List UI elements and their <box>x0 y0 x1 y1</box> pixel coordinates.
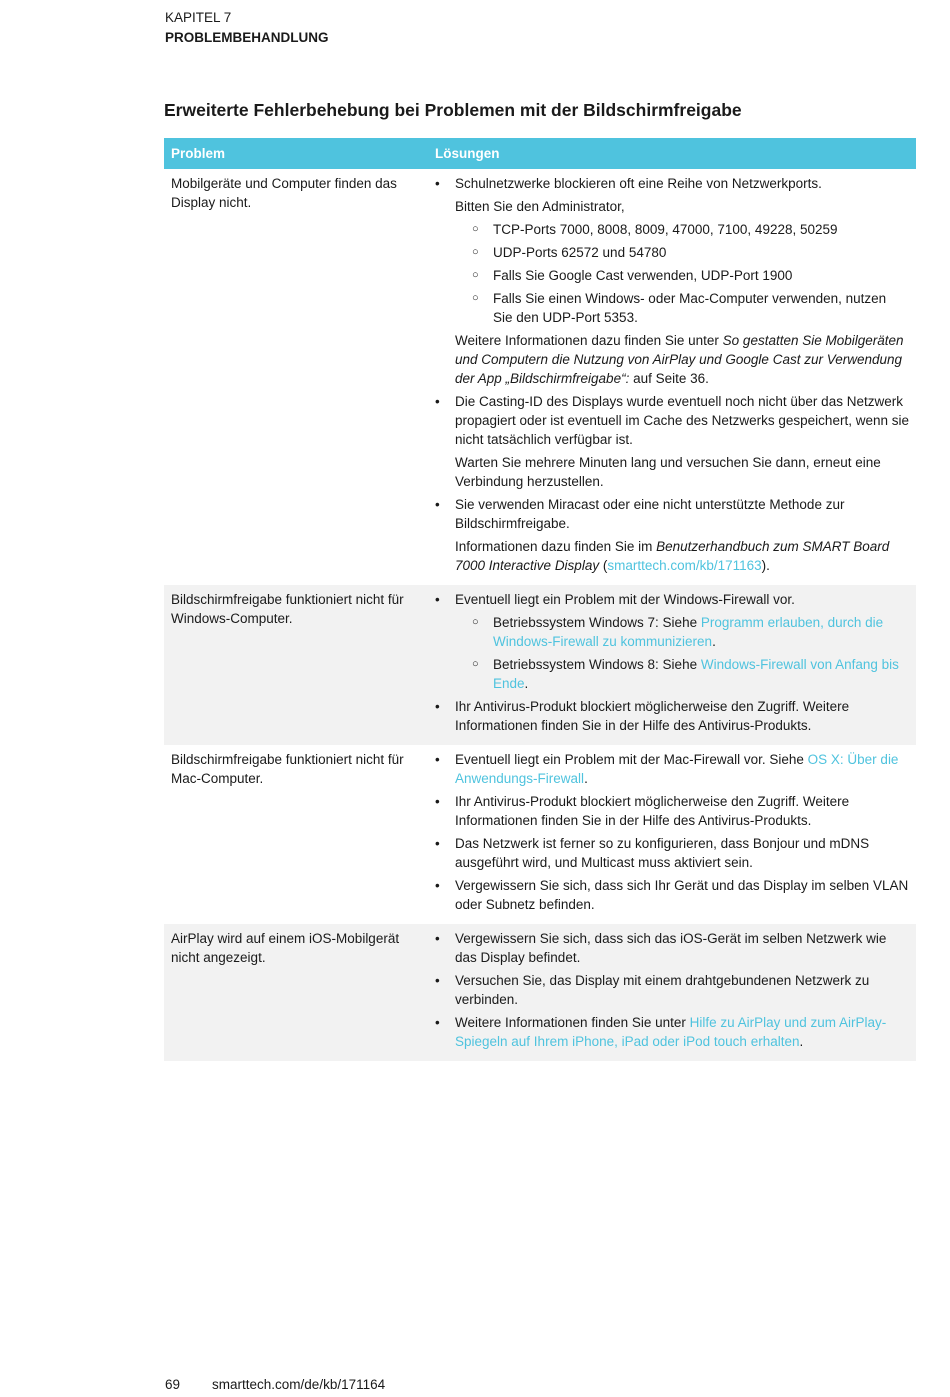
manual-title: Benutzerhandbuch zum SMART Board 7000 Interactive Display <box>455 539 890 573</box>
solution-item: • Eventuell liegt ein Problem mit der Mac-Firewall vor. Siehe OS X: Über die Anwendungs-Firewall. <box>455 750 909 788</box>
sub-item: ○ Falls Sie Google Cast verwenden, UDP-Port 1900 <box>493 266 909 285</box>
windows7-firewall-link[interactable]: Programm erlauben, durch die Windows-Firewall zu kommunizieren <box>493 615 884 649</box>
solution-item: • Vergewissern Sie sich, dass sich Ihr Gerät und das Display im selben VLAN oder Subnetz befinden. <box>455 876 909 914</box>
solution-item: • Ihr Antivirus-Produkt blockiert möglicherweise den Zugriff. Weitere Informationen finden Sie in der Hilfe des Antivirus-Produkts. <box>455 792 909 830</box>
solution-list <box>435 590 909 735</box>
solution-note: Warten Sie mehrere Minuten lang und versuchen Sie dann, erneut eine Verbindung herzustellen. <box>455 455 881 489</box>
sub-item: ○ UDP-Ports 62572 und 54780 <box>493 243 909 262</box>
mac-firewall-link[interactable]: OS X: Über die Anwendungs-Firewall <box>455 752 899 786</box>
table-row <box>164 745 916 924</box>
airplay-help-link[interactable]: Hilfe zu AirPlay und zum AirPlay-Spiegeln auf Ihrem iPhone, iPad oder iPod touch erhalten <box>455 1015 887 1049</box>
sub-item: ○ Falls Sie einen Windows- oder Mac-Computer verwenden, nutzen Sie den UDP-Port 5353. <box>493 289 909 327</box>
sub-list <box>455 220 909 327</box>
cross-reference[interactable]: So gestatten Sie Mobilgeräten und Computern die Nutzung von AirPlay und Google Cast zur Verwendung der App „Bildschirmfreigabe“: <box>455 333 904 386</box>
solution-item: • Die Casting-ID des Displays wurde eventuell noch nicht über das Netzwerk propagiert oder ist eventuell im Cache des Netzwerks gespeichert, wenn sie nicht tatsächlich verfügbar ist. Warten Sie mehrere Minuten lang und versuchen Sie dann, erneut eine Verbindung herzustellen. <box>455 392 909 491</box>
column-header-problem: Problem <box>164 138 428 169</box>
solution-item: • Weitere Informationen finden Sie unter Hilfe zu AirPlay und zum AirPlay-Spiegeln auf Ihrem iPhone, iPad oder iPod touch erhalten. <box>455 1013 909 1051</box>
solution-note: Weitere Informationen dazu finden Sie unter So gestatten Sie Mobilgeräten und Computern die Nutzung von AirPlay und Google Cast zur Verwendung der App „Bildschirmfreigabe“: auf Seite 36. <box>455 333 904 386</box>
solution-item: • Schulnetzwerke blockieren oft eine Reihe von Netzwerkports. Bitten Sie den Administrator, ○ TCP-Ports 7000, 8008, 8009, 47000, 7100, 49228, 50259 ○ UDP-Ports 62572 und 54780 ○ Falls Sie Google Cast verwenden, UDP-Port 1900 ○ Falls Sie einen Windows- oder Mac-Computer verwenden, nutzen Sie den UDP-Port 5353. Weitere Informationen dazu finden Sie unter So gestatten Sie Mobilgeräten und Computern die Nutzung von AirPlay und Google Cast zur Verwendung der App „Bildschirmfreigabe“: auf Seite 36. <box>455 174 909 388</box>
problem-cell: AirPlay wird auf einem iOS-Mobilgerät nicht angezeigt. <box>164 924 428 1061</box>
sub-item: ○ TCP-Ports 7000, 8008, 8009, 47000, 7100, 49228, 50259 <box>493 220 909 239</box>
solution-list <box>435 929 909 1051</box>
solutions-cell <box>428 745 916 924</box>
kb-link[interactable]: smarttech.com/kb/171163 <box>607 558 762 573</box>
solutions-cell <box>428 169 916 585</box>
solution-list <box>435 174 909 575</box>
column-header-solutions: Lösungen <box>428 138 916 169</box>
table-row <box>164 585 916 745</box>
footer-url: smarttech.com/de/kb/171164 <box>212 1377 386 1392</box>
solution-item: • Eventuell liegt ein Problem mit der Windows-Firewall vor. ○ Betriebssystem Windows 7: Siehe Programm erlauben, durch die Windows-Firewall zu kommunizieren. ○ Betriebssystem Windows 8: Siehe Windows-Firewall von Anfang bis Ende. <box>455 590 909 693</box>
page-number: 69 <box>165 1377 181 1392</box>
windows8-firewall-link[interactable]: Windows-Firewall von Anfang bis Ende <box>493 657 899 691</box>
sub-item: ○ Betriebssystem Windows 7: Siehe Programm erlauben, durch die Windows-Firewall zu kommunizieren. <box>493 613 909 651</box>
page-footer <box>165 1377 385 1392</box>
chapter-title: PROBLEMBEHANDLUNG <box>165 30 329 45</box>
table-header-row <box>164 138 916 169</box>
table-row <box>164 169 916 585</box>
solution-item: • Das Netzwerk ist ferner so zu konfigurieren, dass Bonjour und mDNS ausgeführt wird, und Multicast muss aktiviert sein. <box>455 834 909 872</box>
solution-item: • Versuchen Sie, das Display mit einem drahtgebundenen Netzwerk zu verbinden. <box>455 971 909 1009</box>
solution-item: • Ihr Antivirus-Produkt blockiert möglicherweise den Zugriff. Weitere Informationen finden Sie in der Hilfe des Antivirus-Produkts. <box>455 697 909 735</box>
chapter-number: KAPITEL 7 <box>165 10 232 25</box>
solution-note: Bitten Sie den Administrator, <box>455 199 625 214</box>
problem-cell: Mobilgeräte und Computer finden das Display nicht. <box>171 176 397 210</box>
section-title: Erweiterte Fehlerbehebung bei Problemen mit der Bildschirmfreigabe <box>164 100 742 120</box>
table-row <box>164 924 916 1061</box>
chapter-header <box>165 8 329 48</box>
solutions-cell <box>428 585 916 745</box>
troubleshooting-table <box>164 138 916 1061</box>
problem-cell: Bildschirmfreigabe funktioniert nicht für Windows-Computer. <box>164 585 428 745</box>
sub-item: ○ Betriebssystem Windows 8: Siehe Windows-Firewall von Anfang bis Ende. <box>493 655 909 693</box>
solution-list <box>435 750 909 914</box>
solutions-cell <box>428 924 916 1061</box>
problem-cell: Bildschirmfreigabe funktioniert nicht für Mac-Computer. <box>171 752 404 786</box>
solution-item: • Vergewissern Sie sich, dass sich das iOS-Gerät im selben Netzwerk wie das Display befindet. <box>455 929 909 967</box>
solution-note: Informationen dazu finden Sie im Benutzerhandbuch zum SMART Board 7000 Interactive Display (smarttech.com/kb/171163). <box>455 539 890 573</box>
sub-list <box>455 613 909 693</box>
solution-item: • Sie verwenden Miracast oder eine nicht unterstützte Methode zur Bildschirmfreigabe. Informationen dazu finden Sie im Benutzerhandbuch zum SMART Board 7000 Interactive Display (smarttech.com/kb/171163). <box>455 495 909 575</box>
